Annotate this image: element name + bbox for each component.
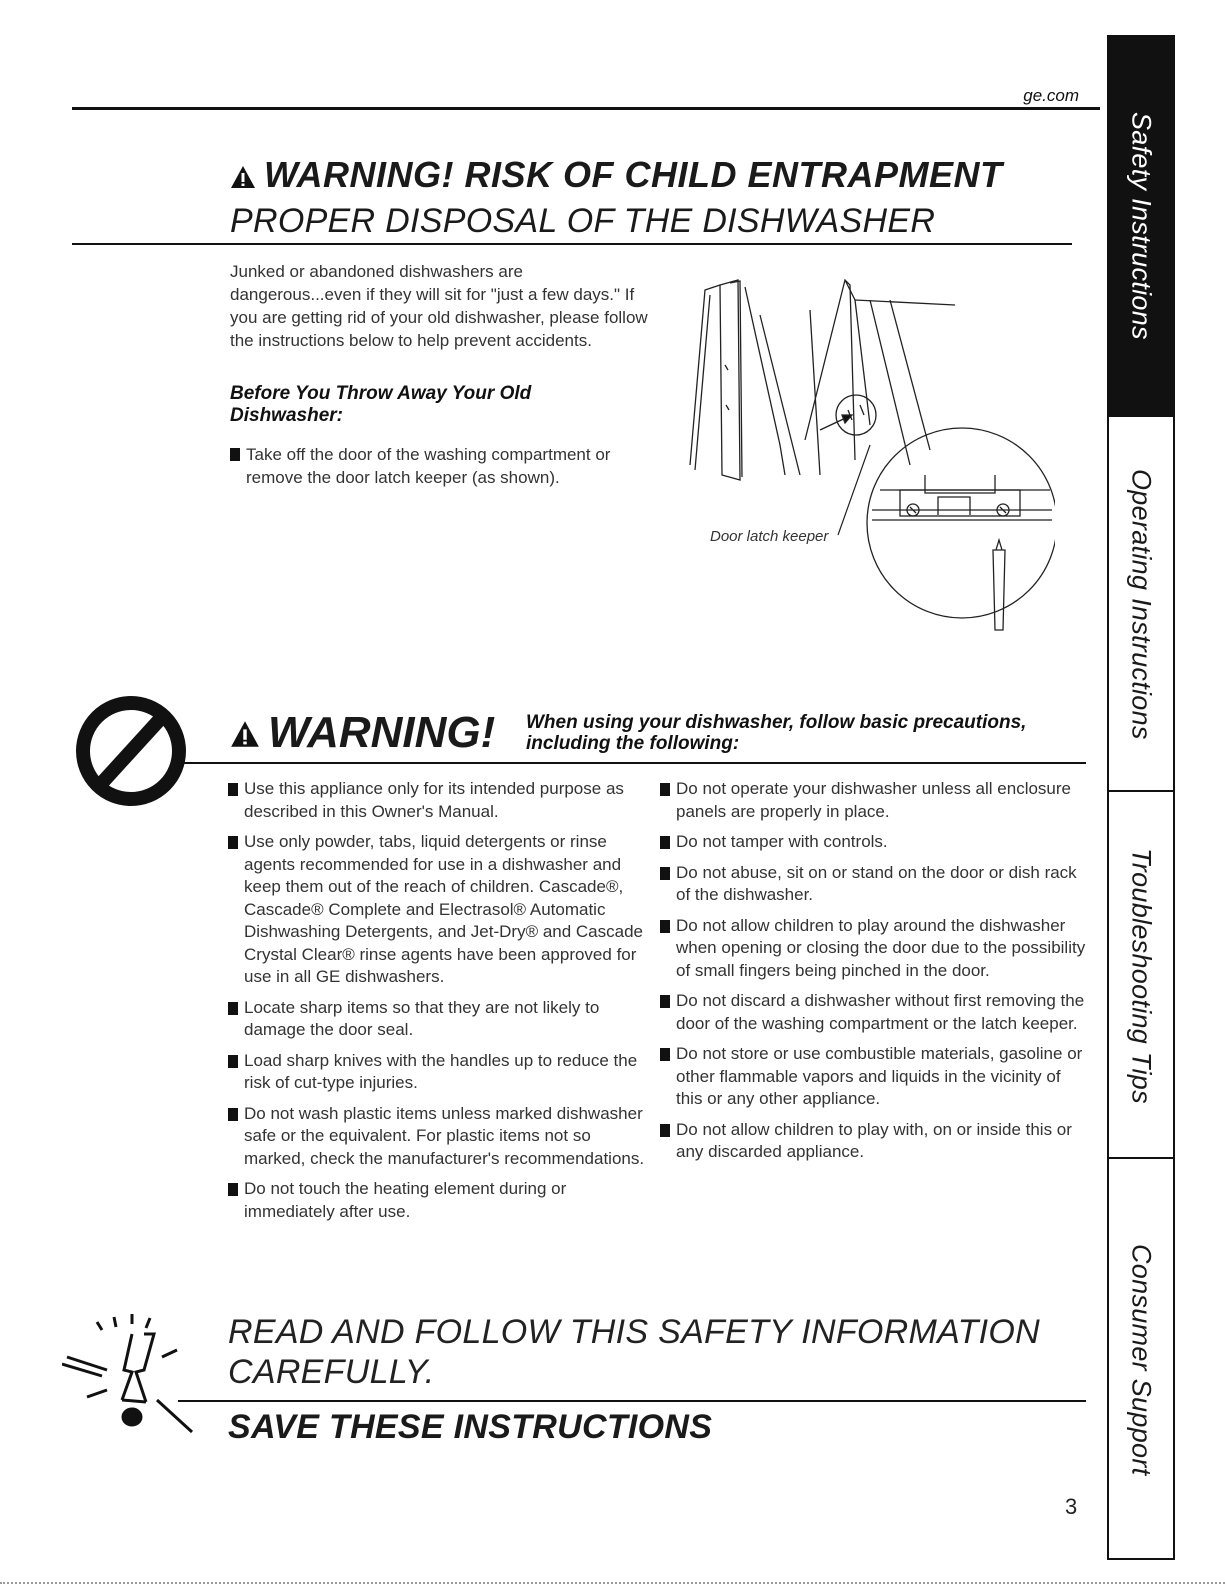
child-entrapment-warning-title [230,154,1002,196]
list-item: Do not wash plastic items unless marked dishwasher safe or the equivalent. For plastic items not so marked, check the manufacturer's recommendations. [228,1103,648,1171]
header-rule [72,107,1100,110]
list-item: Do not operate your dishwasher unless all enclosure panels are properly in place. [660,778,1090,823]
tab-consumer-support[interactable] [1109,1157,1173,1560]
right-precautions [660,778,1090,1172]
tab-label: Consumer Support [1126,1243,1157,1476]
list-item: Do not allow children to play around the dishwasher when opening or closing the door due to the possibility of small fingers being pinched in the door. [660,915,1090,983]
list-item: Do not touch the heating element during or immediately after use. [228,1178,648,1223]
illustration-label: Door latch keeper [710,528,829,545]
tab-label: Operating Instructions [1126,469,1157,740]
tab-safety-instructions[interactable] [1109,37,1173,415]
warning-text: WARNING! [268,708,496,757]
disposal-subtitle: PROPER DISPOSAL OF THE DISHWASHER [230,202,936,240]
bottom-border [0,1582,1225,1584]
section-tabs [1107,35,1175,1560]
list-item: Load sharp knives with the handles up to reduce the risk of cut-type injuries. [228,1050,648,1095]
list-item: Use only powder, tabs, liquid detergents or rinse agents recommended for use in a dishwasher and keep them out of the reach of children. Cascade®, Cascade® Complete and Electrasol® Automatic Dishwashing Detergents, and Jet-Dry® and Cascade Crystal Clear® rinse agents have been approved for use in all GE dishwashers. [228,831,648,989]
disposal-step: Take off the door of the washing compartment or remove the door latch keeper (as shown). [230,443,666,489]
site-url: ge.com [1023,86,1079,105]
before-heading: Before You Throw Away Your Old Dishwasher: [230,383,532,426]
warning-triangle-icon [230,165,256,189]
list-item: Do not tamper with controls. [660,831,1090,854]
tab-troubleshooting-tips[interactable] [1109,790,1173,1159]
lightbulb-icon [62,1312,212,1452]
intro-paragraph: Junked or abandoned dishwashers are dangerous...even if they will sit for "just a few days." If you are getting rid of your old dishwasher, please follow the instructions below to help prevent accidents. [230,262,648,350]
left-precautions [228,778,648,1231]
section-rule [72,243,1072,245]
page-number: 3 [1065,1494,1078,1519]
read-instructions-heading: READ AND FOLLOW THIS SAFETY INFORMATION CAREFULLY. [228,1313,1041,1391]
door-latch-illustration [670,265,1055,645]
list-item: Locate sharp items so that they are not likely to damage the door seal. [228,997,648,1042]
list-item: Use this appliance only for its intended purpose as described in this Owner's Manual. [228,778,648,823]
list-item: Do not discard a dishwasher without first removing the door of the washing compartment or the latch keeper. [660,990,1090,1035]
warning-title-text: WARNING! RISK OF CHILD ENTRAPMENT [264,154,1003,195]
tab-label: Safety Instructions [1126,112,1157,340]
save-instructions-heading: SAVE THESE INSTRUCTIONS [228,1408,713,1446]
section-rule [178,762,1086,764]
general-warning-title [230,708,495,758]
list-item: Do not allow children to play with, on or inside this or any discarded appliance. [660,1119,1090,1164]
tab-label: Troubleshooting Tips [1126,847,1157,1104]
tab-operating-instructions[interactable] [1109,415,1173,792]
precaution-note: When using your dishwasher, follow basic precautions, including the following: [526,712,1027,754]
warning-triangle-icon [230,720,260,748]
list-item: Do not abuse, sit on or stand on the door or dish rack of the dishwasher. [660,862,1090,907]
section-rule [178,1400,1086,1402]
no-symbol-icon [72,692,190,810]
list-item: Do not store or use combustible materials, gasoline or other flammable vapors and liquids in the vicinity of this or any other appliance. [660,1043,1090,1111]
